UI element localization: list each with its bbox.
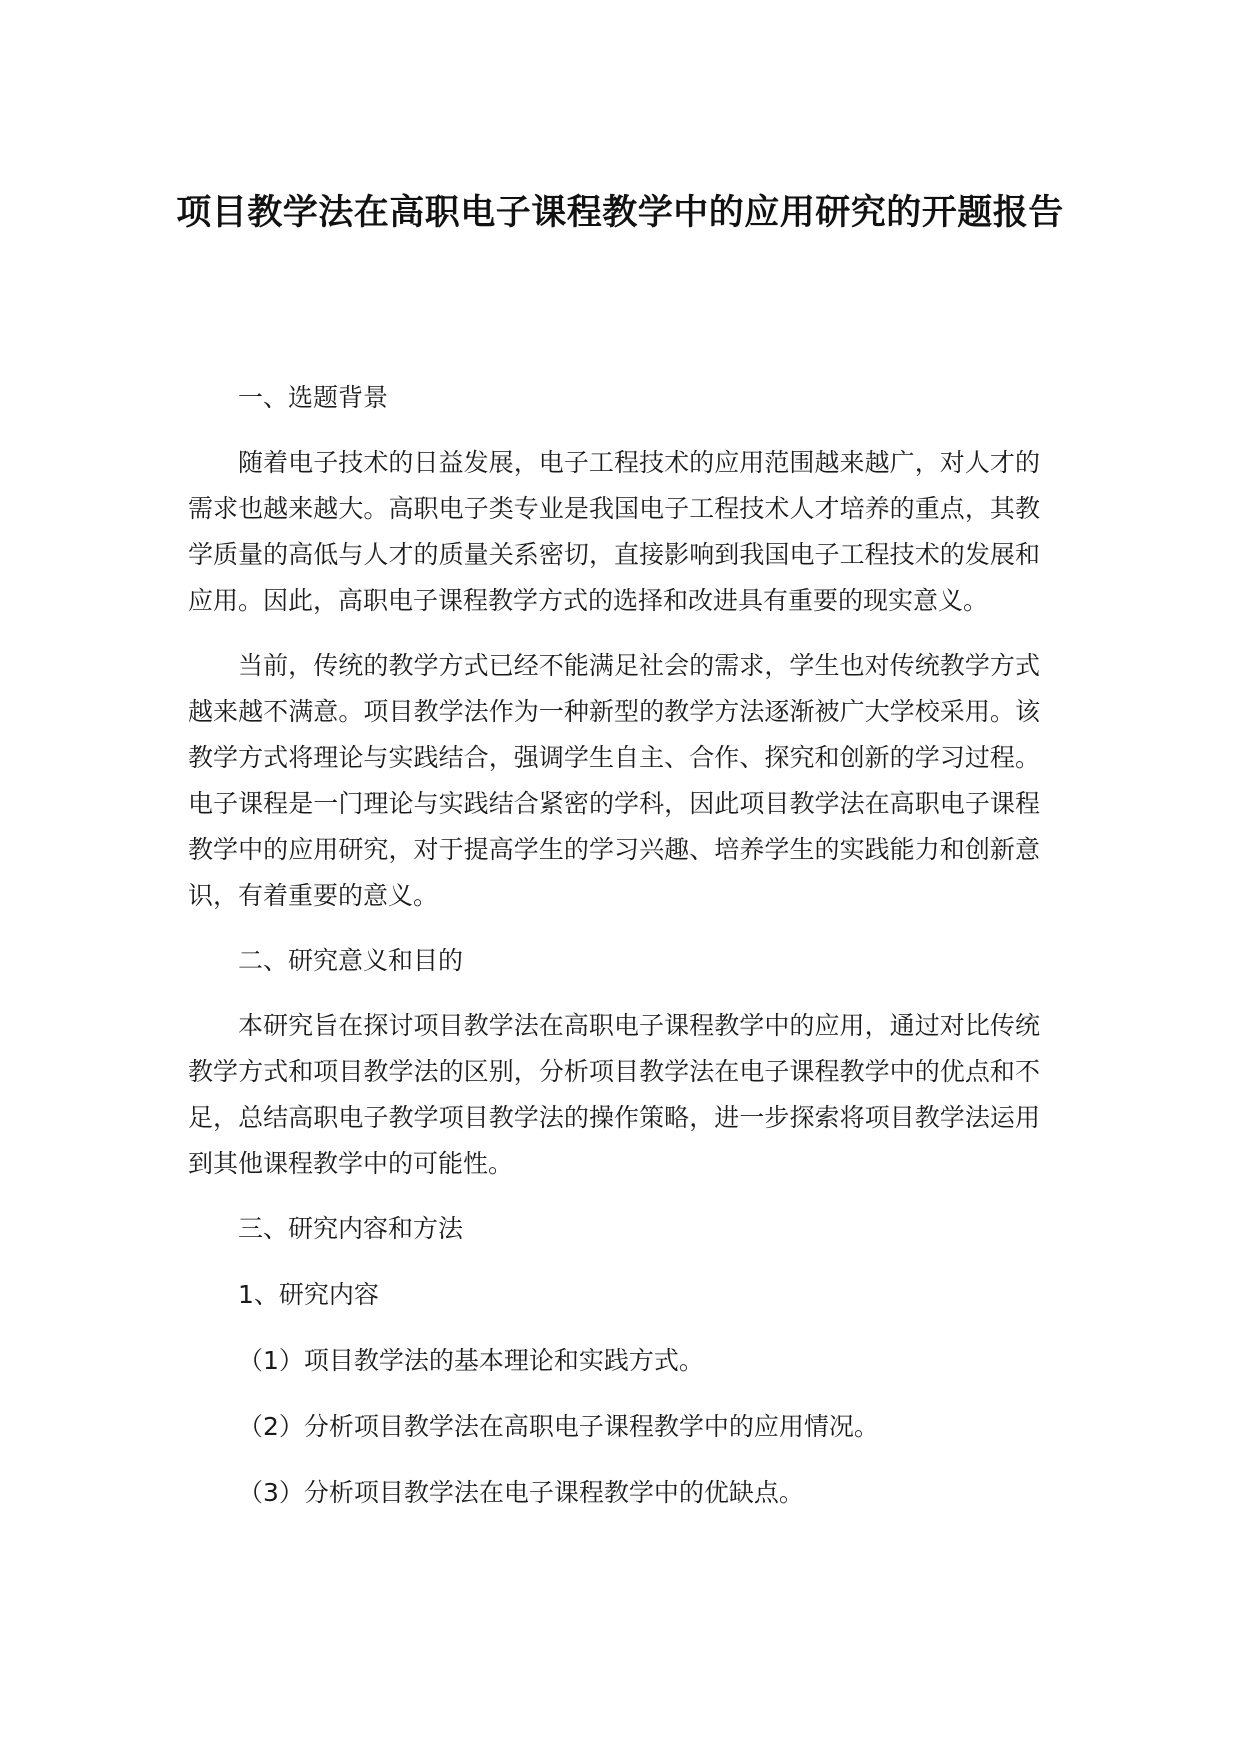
section-heading-content-method: 三、研究内容和方法 [238,1214,464,1243]
section-heading-background: 一、选题背景 [238,383,389,412]
subsection-heading-content: 1、研究内容 [238,1280,379,1309]
section-heading-significance: 二、研究意义和目的 [238,946,464,975]
list-item: （3）分析项目教学法在电子课程教学中的优缺点。 [238,1478,804,1507]
paragraph-background-2: 当前，传统的教学方式已经不能满足社会的需求，学生也对传统教学方式越来越不满意。项目教学法作为一种新型的教学方法逐渐被广大学校采用。该教学方式将理论与实践结合，强调学生自主、合作、探究和创新的学习过程。电子课程是一门理论与实践结合紧密的学科，因此项目教学法在高职电子课程教学中的应用研究，对于提高学生的学习兴趣、培养学生的实践能力和创新意识，有着重要的意义。 [188,651,1040,910]
list-item: （2）分析项目教学法在高职电子课程教学中的应用情况。 [238,1412,879,1441]
document-title: 项目教学法在高职电子课程教学中的应用研究的开题报告 [176,193,1064,233]
paragraph-background-1: 随着电子技术的日益发展，电子工程技术的应用范围越来越广，对人才的需求也越来越大。高职电子类专业是我国电子工程技术人才培养的重点，其教学质量的高低与人才的质量关系密切，直接影响到我国电子工程技术的发展和应用。因此，高职电子课程教学方式的选择和改进具有重要的现实意义。 [188,448,1040,615]
paragraph-significance: 本研究旨在探讨项目教学法在高职电子课程教学中的应用，通过对比传统教学方式和项目教学法的区别，分析项目教学法在电子课程教学中的优点和不足，总结高职电子教学项目教学法的操作策略，进一步探索将项目教学法运用到其他课程教学中的可能性。 [188,1011,1040,1178]
list-item: （1）项目教学法的基本理论和实践方式。 [238,1346,704,1375]
document-body [188,375,1040,1516]
